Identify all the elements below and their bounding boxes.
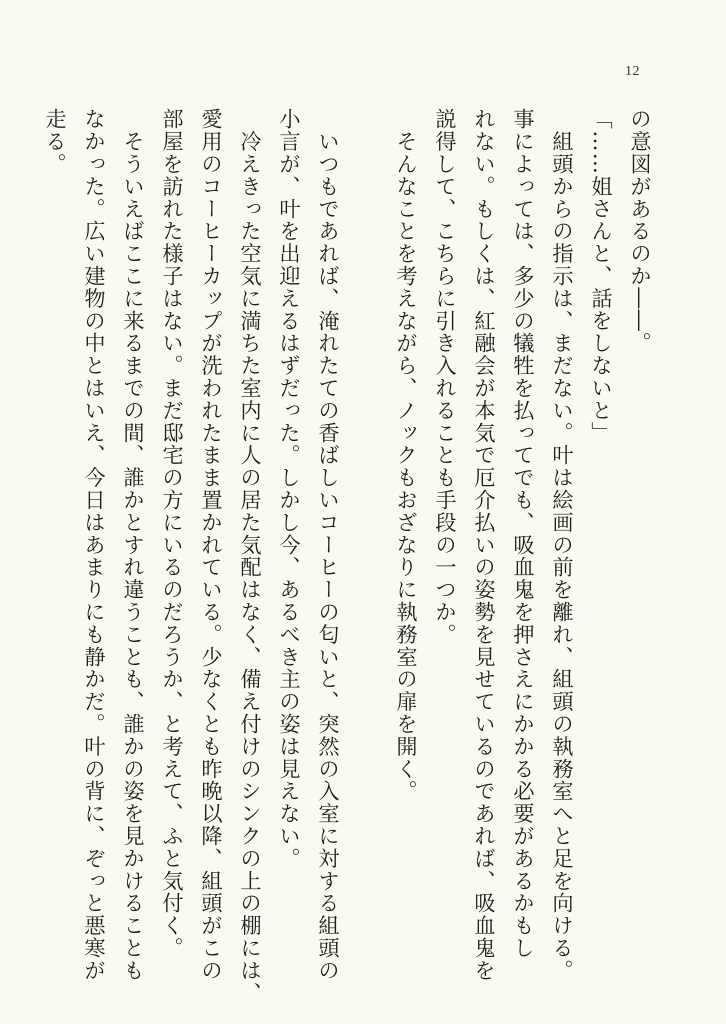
text-line: の意図があるのか――。 — [628, 108, 653, 355]
text-line: れない。もしくは、紅融会が本気で厄介払いの姿勢を見せているのであれば、吸血鬼を — [472, 108, 497, 982]
text-line: 小言が、叶を出迎えるはずだった。しかし今、あるべき主の姿は見えない。 — [277, 108, 302, 870]
vertical-text-body — [43, 108, 660, 1004]
text-line: 走る。 — [43, 108, 68, 176]
text-line: 部屋を訪れた様子はない。まだ邸宅の方にいるのだろうか、と考えて、ふと気付く。 — [160, 108, 185, 960]
text-line: 愛用のコーヒーカップが洗われたまま置かれている。少なくとも昨晩以降、組頭がこの — [199, 108, 224, 982]
text-line: なかった。広い建物の中とはいえ、今日はあまりにも静かだ。叶の背に、ぞっと悪寒が — [82, 108, 107, 982]
text-line: そんなことを考えながら、ノックもおざなりに執務室の扉を開く。 — [394, 108, 419, 803]
text-line: 説得して、こちらに引き入れることも手段の一つか。 — [433, 108, 458, 646]
text-line: 事によっては、多少の犠牲を払ってでも、吸血鬼を押さえにかかる必要があるかもし — [511, 108, 536, 960]
page-number: 12 — [625, 64, 640, 79]
text-line: 「……姐さんと、話をしないと」 — [589, 108, 614, 444]
text-line: 組頭からの指示は、まだない。叶は絵画の前を離れ、組頭の執務室へと足を向ける。 — [550, 108, 575, 982]
text-line: 冷えきった空気に満ちた室内に人の居た気配はなく、備え付けのシンクの上の棚には、 — [238, 108, 263, 1004]
text-line: いつもであれば、淹れたての香ばしいコーヒーの匂いと、突然の入室に対する組頭の — [316, 108, 341, 982]
text-line: そういえばここに来るまでの間、誰かとすれ違うことも、誰かの姿を見かけることも — [121, 108, 146, 982]
paragraph-gap — [348, 108, 387, 968]
